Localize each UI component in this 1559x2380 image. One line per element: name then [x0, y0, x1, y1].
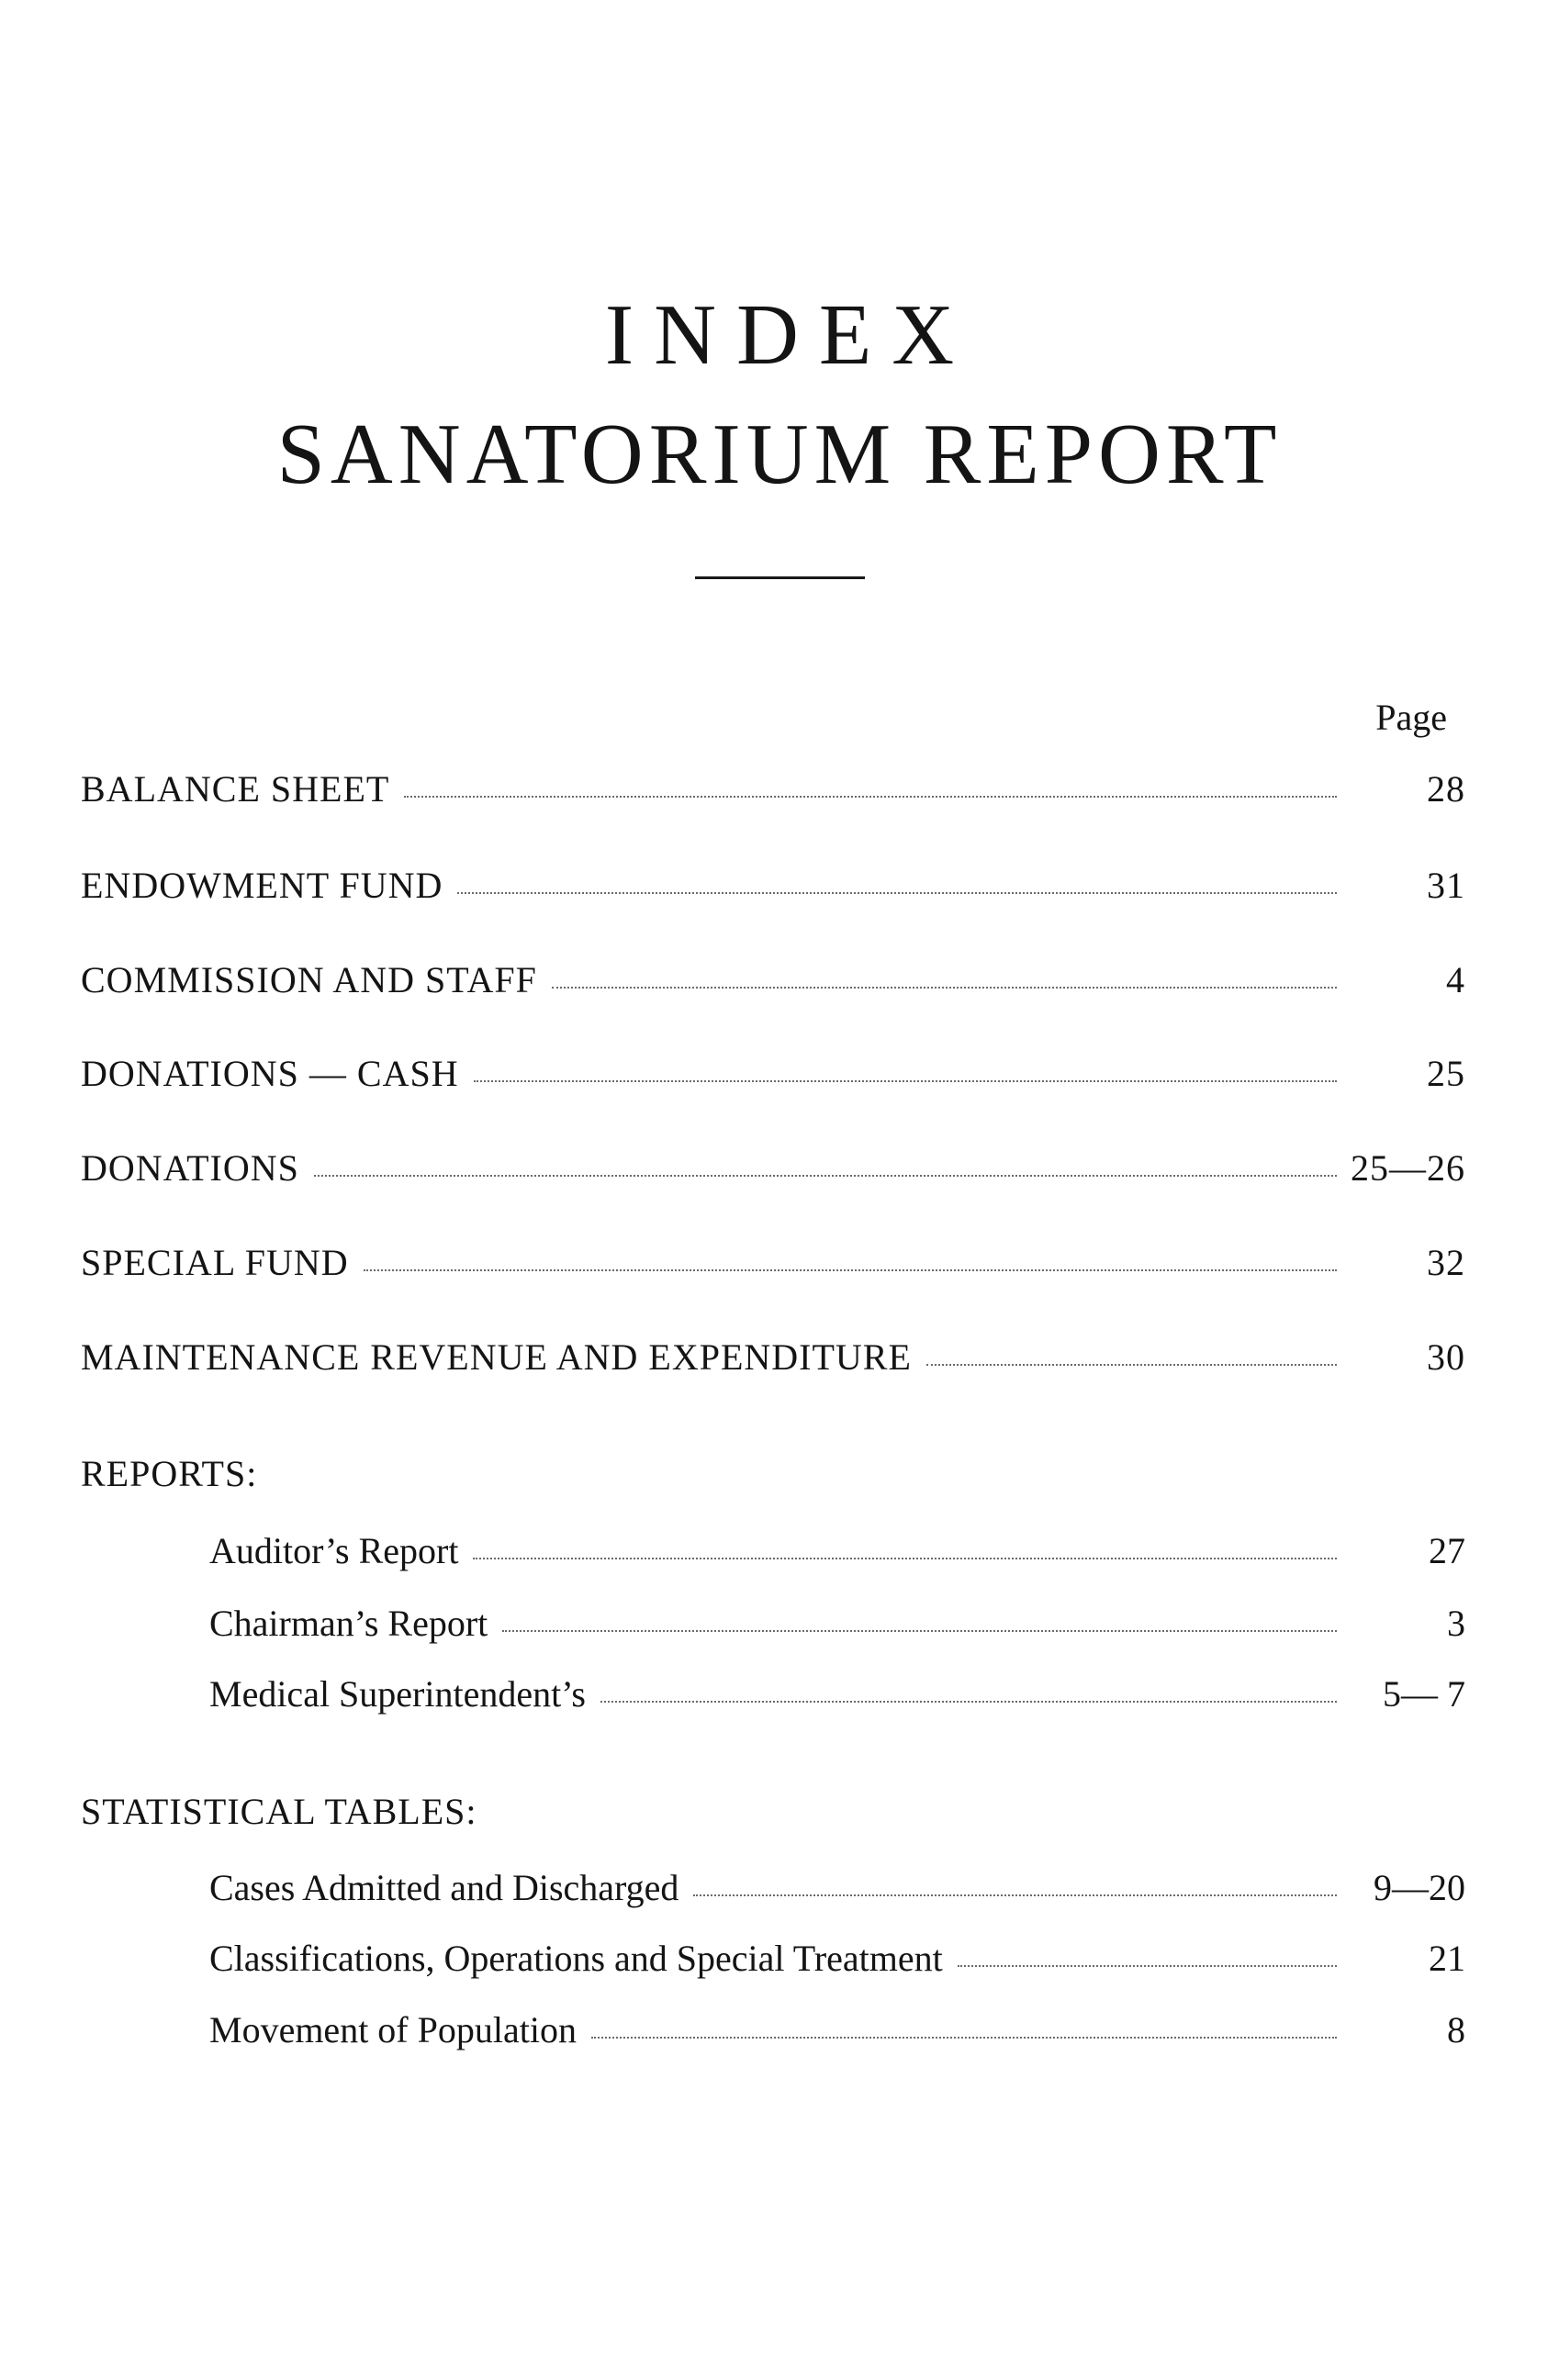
dot-leader [600, 1701, 1337, 1703]
index-entry-special-fund [81, 1242, 1465, 1283]
index-entry-balance-sheet [81, 768, 1465, 810]
index-entry-auditors-report [209, 1530, 1465, 1571]
entry-page: 28 [1427, 768, 1465, 810]
entry-page: 8 [1447, 2009, 1465, 2050]
index-entry-commission-and-staff [81, 959, 1465, 1000]
entry-label: Movement of Population [209, 2009, 577, 2050]
entry-label: Classifications, Operations and Special Treatment [209, 1938, 943, 1979]
dot-leader [502, 1630, 1337, 1632]
report-title: SANATORIUM REPORT [276, 407, 1283, 502]
dot-leader [473, 1558, 1337, 1559]
entry-label: Cases Admitted and Discharged [209, 1867, 679, 1908]
entry-page: 4 [1446, 959, 1465, 1000]
entry-page: 3 [1447, 1603, 1465, 1644]
entry-label: SPECIAL FUND [81, 1242, 349, 1283]
entry-page: 21 [1429, 1938, 1465, 1979]
entry-page: 27 [1429, 1530, 1465, 1571]
dot-leader [591, 2037, 1337, 2039]
index-entry-endowment-fund [81, 867, 1465, 904]
entry-label: BALANCE SHEET [81, 768, 390, 810]
section-heading-statistical-tables: STATISTICAL TABLES: [81, 1791, 477, 1832]
dot-leader [926, 1364, 1337, 1366]
entry-page: 25 [1427, 1053, 1465, 1094]
index-entry-medical-superintendents [209, 1673, 1465, 1715]
index-entry-maintenance-revenue [81, 1336, 1465, 1378]
dot-leader [552, 987, 1337, 989]
dot-leader [314, 1175, 1337, 1177]
index-entry-donations-cash [81, 1053, 1465, 1094]
entry-label: DONATIONS — CASH [81, 1053, 459, 1094]
index-entry-movement-of-population [209, 2009, 1465, 2050]
entry-page: 9—20 [1374, 1867, 1465, 1908]
entry-label: DONATIONS [81, 1147, 299, 1189]
title-rule [695, 576, 865, 579]
index-entry-cases-admitted [209, 1867, 1465, 1908]
dot-leader [474, 1080, 1337, 1082]
index-entry-classifications [209, 1940, 1465, 1977]
entry-label: COMMISSION AND STAFF [81, 959, 537, 1000]
entry-label: ENDOWMENT FUND [81, 865, 443, 906]
entry-label: Medical Superintendent’s [209, 1673, 586, 1715]
dot-leader [693, 1894, 1337, 1896]
index-entry-chairmans-report [209, 1605, 1465, 1642]
dot-leader [958, 1965, 1337, 1967]
page-column-label: Page [1375, 697, 1447, 738]
entry-page: 32 [1427, 1242, 1465, 1283]
index-title: INDEX [604, 287, 975, 383]
dot-leader [404, 796, 1337, 798]
index-entry-donations [81, 1147, 1465, 1189]
entry-page: 5— 7 [1383, 1673, 1465, 1715]
entry-page: 30 [1427, 1336, 1465, 1378]
entry-label: Chairman’s Report [209, 1603, 488, 1644]
entry-page: 25—26 [1351, 1147, 1465, 1189]
section-heading-reports: REPORTS: [81, 1453, 258, 1494]
entry-label: Auditor’s Report [209, 1530, 459, 1571]
dot-leader [364, 1269, 1337, 1271]
dot-leader [457, 892, 1337, 894]
entry-page: 31 [1427, 865, 1465, 906]
entry-label: MAINTENANCE REVENUE AND EXPENDITURE [81, 1336, 912, 1378]
